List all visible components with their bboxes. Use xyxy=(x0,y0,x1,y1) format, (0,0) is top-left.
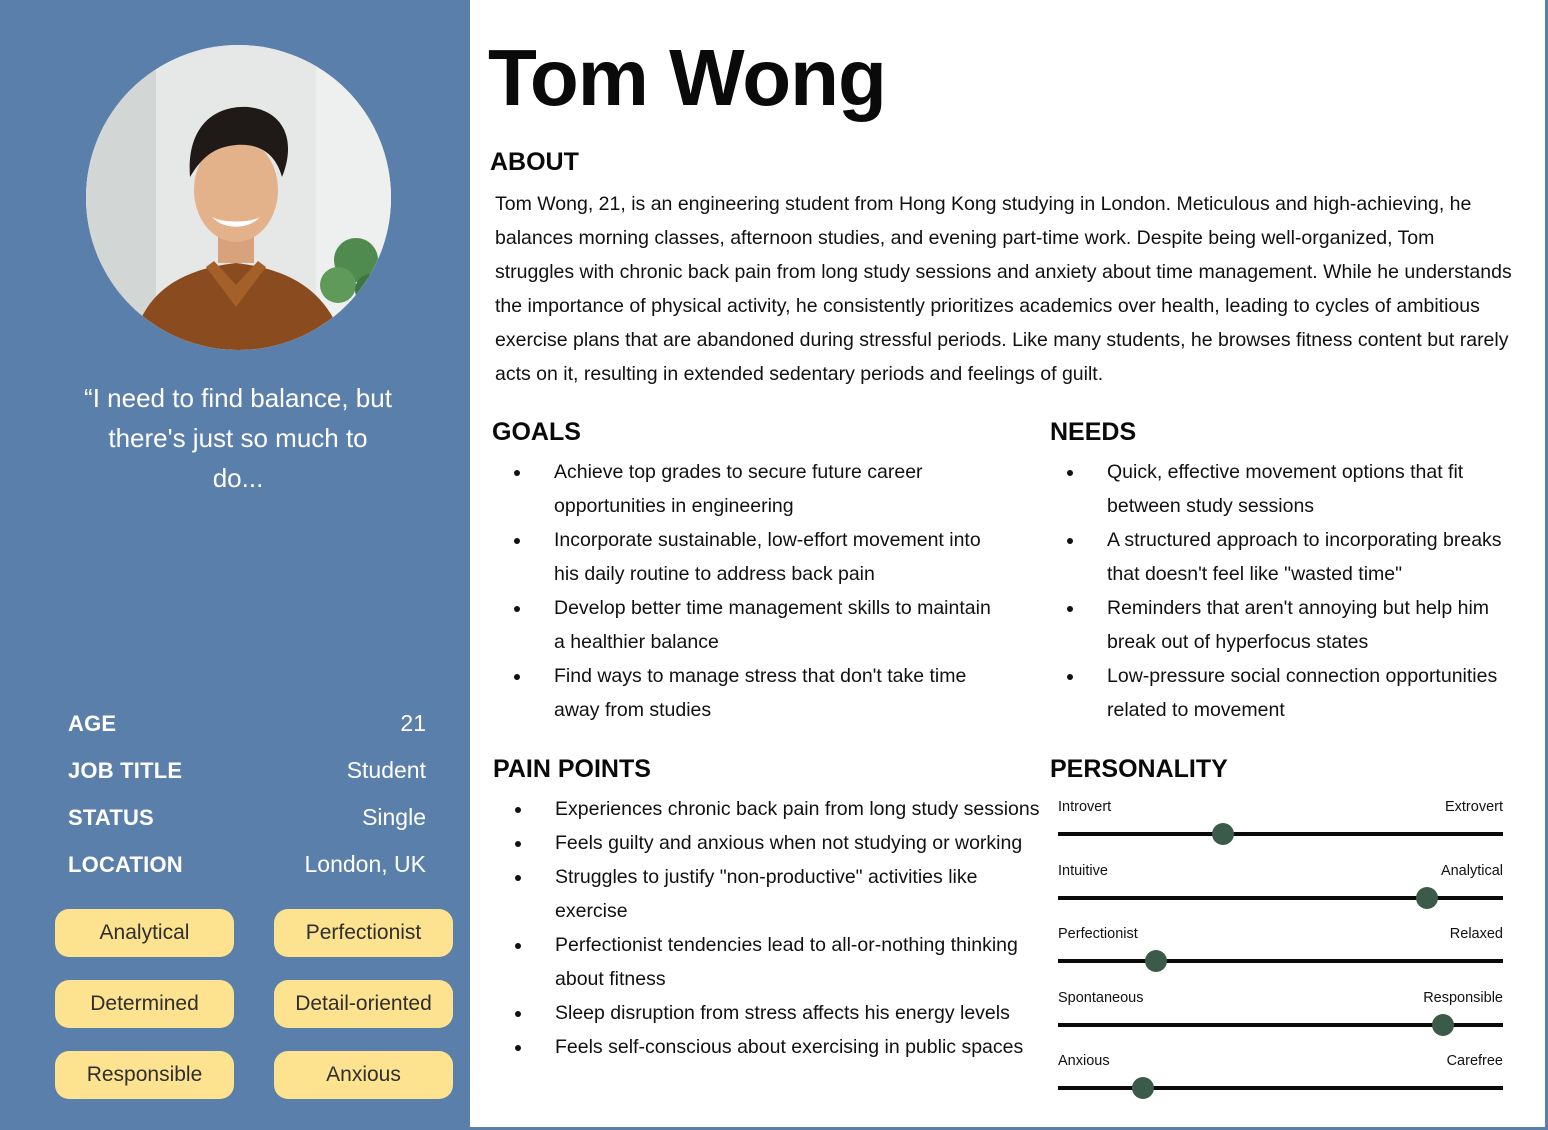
trait-knob xyxy=(1132,1077,1154,1099)
trait-left-label: Introvert xyxy=(1058,799,1112,815)
fact-value: Student xyxy=(346,757,426,783)
trait-knob xyxy=(1416,887,1438,909)
trait-right-label: Responsible xyxy=(1423,989,1503,1006)
list-item: • Low-pressure social connection opportunities related to movement xyxy=(1085,659,1535,727)
about-text: Tom Wong, 21, is an engineering student from Hong Kong studying in London. Meticulous and high-achieving, he balances morning classes, afternoon studies, and evening part-time work. Despite being well-organized, Tom struggles with chronic back pain from long study sessions and anxiety about time management. While he understands the importance of physical activity, he consistently prioritizes academics over health, leading to cycles of ambitious exercise plans that are abandoned during stressful periods. Like many students, he browses fitness content but rarely acts on it, resulting in extended sedentary periods and feelings of guilt. xyxy=(495,193,1512,385)
trait-slider-intuitive-analytical xyxy=(1058,859,1503,923)
trait-left-label: Spontaneous xyxy=(1058,989,1144,1006)
goals-list xyxy=(512,455,1002,727)
trait-slider-introvert-extrovert xyxy=(1058,795,1503,859)
fact-label: LOCATION xyxy=(68,851,183,877)
goals-heading: GOALS xyxy=(492,418,581,446)
fact-value: Single xyxy=(362,804,426,830)
tag-detail-oriented: Detail-oriented xyxy=(274,980,453,1028)
pain-points-heading: PAIN POINTS xyxy=(493,755,651,783)
tag-determined: Determined xyxy=(55,980,234,1028)
needs-list xyxy=(1065,455,1535,727)
trait-slider-anxious-carefree xyxy=(1058,1049,1503,1113)
main-content xyxy=(470,0,1545,1127)
tag-analytical: Analytical xyxy=(55,909,234,957)
list-item: • Achieve top grades to secure future career opportunities in engineering xyxy=(532,455,1002,523)
persona-name: Tom Wong xyxy=(488,33,886,122)
personality-heading: PERSONALITY xyxy=(1050,755,1228,783)
list-item: • Develop better time management skills to maintain a healthier balance xyxy=(532,591,1002,659)
persona-quote: “I need to find balance, but there's just so much to do... xyxy=(84,383,392,493)
facts-list xyxy=(68,700,426,888)
list-item: • A structured approach to incorporating breaks that doesn't feel like "wasted time" xyxy=(1085,523,1535,591)
about-heading: ABOUT xyxy=(490,148,579,176)
list-item: • Struggles to justify "non-productive" activities like exercise xyxy=(533,860,1053,928)
list-item: • Quick, effective movement options that fit between study sessions xyxy=(1085,455,1535,523)
list-item: • Sleep disruption from stress affects his energy levels xyxy=(533,996,1053,1030)
fact-job-title xyxy=(68,747,426,794)
list-item: • Reminders that aren't annoying but help him break out of hyperfocus states xyxy=(1085,591,1535,659)
personality-traits xyxy=(1058,795,1503,1113)
list-item: • Feels guilty and anxious when not studying or working xyxy=(533,826,1053,860)
fact-label: JOB TITLE xyxy=(68,757,183,783)
trait-knob xyxy=(1145,950,1167,972)
list-item: • Experiences chronic back pain from long study sessions xyxy=(533,792,1053,826)
trait-knob xyxy=(1212,823,1234,845)
profile-photo xyxy=(86,45,391,350)
trait-slider-perfectionist-relaxed xyxy=(1058,922,1503,986)
tag-perfectionist: Perfectionist xyxy=(274,909,453,957)
trait-left-label: Anxious xyxy=(1058,1053,1110,1069)
needs-heading: NEEDS xyxy=(1050,418,1137,446)
trait-track xyxy=(1058,832,1503,836)
list-item: • Perfectionist tendencies lead to all-or-nothing thinking about fitness xyxy=(533,928,1053,996)
fact-location xyxy=(68,841,426,888)
list-item: • Find ways to manage stress that don't take time away from studies xyxy=(532,659,1002,727)
trait-right-label: Extrovert xyxy=(1444,799,1503,815)
fact-age xyxy=(68,700,426,747)
trait-left-label: Perfectionist xyxy=(1058,926,1138,942)
trait-right-label: Carefree xyxy=(1446,1053,1503,1069)
fact-label: AGE xyxy=(68,710,117,736)
trait-track xyxy=(1058,959,1503,963)
pain-points-list xyxy=(513,792,1053,1064)
tag-anxious: Anxious xyxy=(274,1051,453,1099)
fact-status xyxy=(68,794,426,841)
fact-value: London, UK xyxy=(304,851,426,877)
trait-tags xyxy=(55,909,453,1099)
list-item: • Incorporate sustainable, low-effort movement into his daily routine to address back pain xyxy=(532,523,1002,591)
tag-responsible: Responsible xyxy=(55,1051,234,1099)
trait-right-label: Relaxed xyxy=(1449,926,1503,942)
fact-value: 21 xyxy=(400,710,426,736)
trait-right-label: Analytical xyxy=(1440,862,1503,879)
list-item: • Feels self-conscious about exercising in public spaces xyxy=(533,1030,1053,1064)
fact-label: STATUS xyxy=(68,804,154,830)
trait-track xyxy=(1058,1086,1503,1090)
sidebar xyxy=(0,0,470,1130)
trait-slider-spontaneous-responsible xyxy=(1058,986,1503,1050)
trait-knob xyxy=(1432,1014,1454,1036)
person-photo-icon xyxy=(86,45,391,350)
trait-left-label: Intuitive xyxy=(1058,862,1108,879)
